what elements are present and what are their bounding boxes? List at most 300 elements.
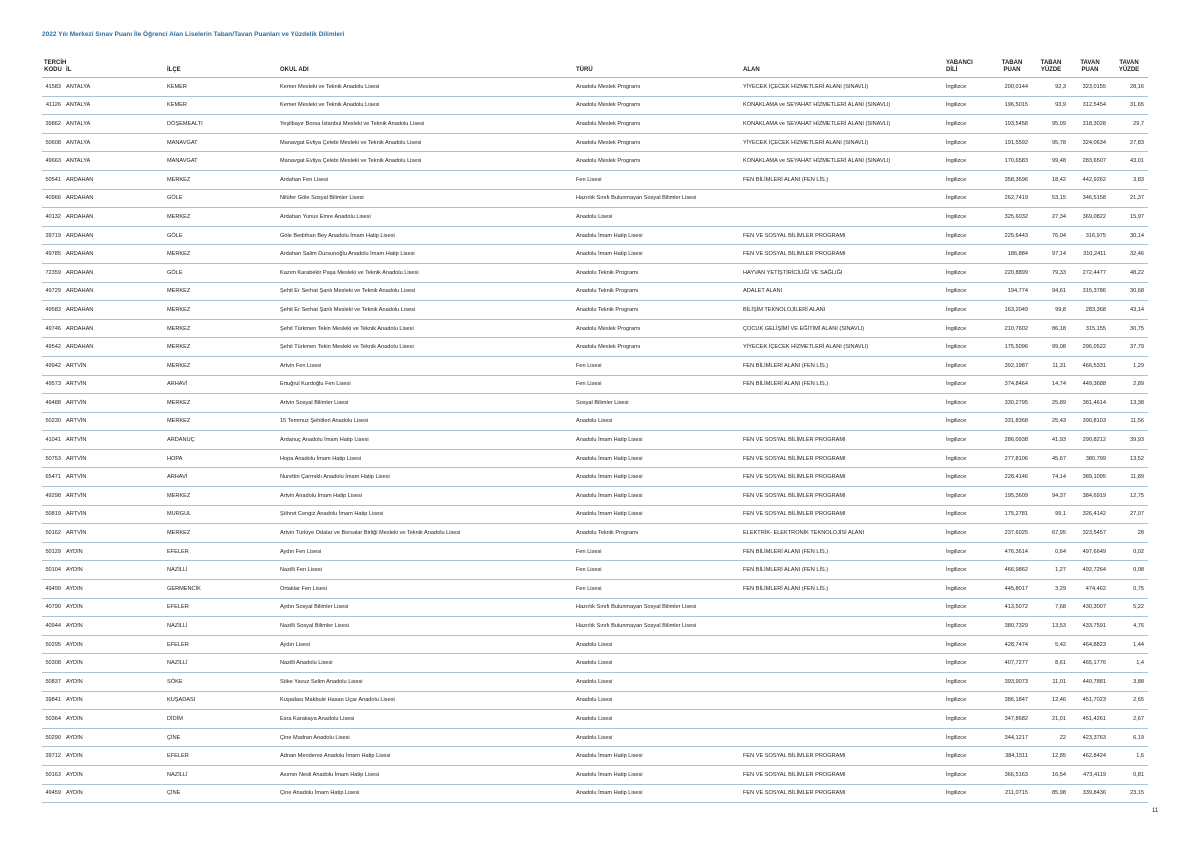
cell-tavan-puan: 272,4477 xyxy=(1070,263,1110,282)
cell-ilce: NAZİLLİ xyxy=(165,654,278,673)
cell-ilce: MERKEZ xyxy=(165,319,278,338)
cell-tercih-kodu: 49542 xyxy=(42,338,64,357)
cell-yabanci-dili: İngilizce xyxy=(944,468,992,487)
cell-tavan-puan: 473,4119 xyxy=(1070,765,1110,784)
cell-yabanci-dili: İngilizce xyxy=(944,784,992,803)
cell-okul-adi: Şehit Türkmen Tekin Mesleki ve Teknik Anadolu Lisesi xyxy=(278,338,574,357)
cell-alan: FEN VE SOSYAL BİLİMLER PROGRAMI xyxy=(741,487,944,506)
cell-yabanci-dili: İngilizce xyxy=(944,617,992,636)
cell-alan: FEN VE SOSYAL BİLİMLER PROGRAMI xyxy=(741,505,944,524)
cell-turu: Hazırlık Sınıfı Bulunmayan Sosyal Bilimler Lisesi xyxy=(574,598,741,617)
cell-turu: Anadolu İmam Hatip Lisesi xyxy=(574,431,741,450)
cell-il: ANTALYA xyxy=(64,78,165,97)
cell-okul-adi: Nilüfer Göle Sosyal Bilimler Lisesi xyxy=(278,189,574,208)
cell-tavan-yuzde: 15,97 xyxy=(1110,208,1148,227)
cell-ilce: ÇİNE xyxy=(165,728,278,747)
cell-taban-yuzde: 67,95 xyxy=(1032,524,1070,543)
cell-taban-puan: 374,8464 xyxy=(992,375,1032,394)
table-row xyxy=(42,673,1148,692)
cell-tercih-kodu: 50163 xyxy=(42,765,64,784)
cell-tavan-puan: 440,7881 xyxy=(1070,673,1110,692)
cell-tercih-kodu: 50753 xyxy=(42,449,64,468)
cell-tercih-kodu: 50295 xyxy=(42,635,64,654)
cell-turu: Anadolu Meslek Programı xyxy=(574,152,741,171)
cell-alan xyxy=(741,412,944,431)
cell-turu: Fen Lisesi xyxy=(574,580,741,599)
cell-okul-adi: Şehit Türkmen Tekin Mesleki ve Teknik Anadolu Lisesi xyxy=(278,319,574,338)
cell-ilce: MERKEZ xyxy=(165,282,278,301)
table-row xyxy=(42,542,1148,561)
cell-il: AYDIN xyxy=(64,784,165,803)
cell-ilce: EFELER xyxy=(165,635,278,654)
cell-taban-puan: 170,6583 xyxy=(992,152,1032,171)
cell-taban-yuzde: 25,89 xyxy=(1032,394,1070,413)
table-row xyxy=(42,654,1148,673)
cell-tavan-puan: 369,0822 xyxy=(1070,208,1110,227)
cell-tercih-kodu: 49573 xyxy=(42,375,64,394)
table-row xyxy=(42,226,1148,245)
cell-okul-adi: Şehit Er Serhat Şanlı Mesleki ve Teknik Anadolu Lisesi xyxy=(278,282,574,301)
cell-tavan-puan: 323,0155 xyxy=(1070,78,1110,97)
cell-taban-puan: 392,1987 xyxy=(992,356,1032,375)
table-row xyxy=(42,78,1148,97)
cell-il: AYDIN xyxy=(64,691,165,710)
cell-tavan-yuzde: 2,65 xyxy=(1110,691,1148,710)
page-title: 2022 Yılı Merkezi Sınav Puanı İle Öğrenci Alan Liselerin Taban/Tavan Puanları ve Yüzdelik Dilimleri xyxy=(42,31,345,38)
cell-okul-adi: Asımın Nesli Anadolu İmam Hatip Lisesi xyxy=(278,765,574,784)
cell-okul-adi: Ertuğrul Kurdoğlu Fen Lisesi xyxy=(278,375,574,394)
cell-tavan-yuzde: 30,75 xyxy=(1110,319,1148,338)
cell-yabanci-dili: İngilizce xyxy=(944,245,992,264)
cell-tavan-puan: 464,8823 xyxy=(1070,635,1110,654)
cell-yabanci-dili: İngilizce xyxy=(944,152,992,171)
cell-taban-puan: 331,8368 xyxy=(992,412,1032,431)
cell-turu: Anadolu Teknik Programı xyxy=(574,524,741,543)
cell-tercih-kodu: 49663 xyxy=(42,152,64,171)
cell-ilce: EFELER xyxy=(165,747,278,766)
cell-taban-yuzde: 12,46 xyxy=(1032,691,1070,710)
cell-tavan-puan: 339,8436 xyxy=(1070,784,1110,803)
table-row xyxy=(42,449,1148,468)
cell-tavan-puan: 326,4142 xyxy=(1070,505,1110,524)
cell-taban-yuzde: 92,3 xyxy=(1032,78,1070,97)
cell-il: AYDIN xyxy=(64,747,165,766)
header-turu: TÜRÜ xyxy=(574,52,741,78)
cell-tavan-yuzde: 2,89 xyxy=(1110,375,1148,394)
cell-turu: Anadolu Lisesi xyxy=(574,728,741,747)
cell-il: ARDAHAN xyxy=(64,301,165,320)
cell-tercih-kodu: 49488 xyxy=(42,394,64,413)
table-row xyxy=(42,598,1148,617)
cell-ilce: MANAVGAT xyxy=(165,133,278,152)
cell-ilce: DÖŞEMEALTI xyxy=(165,115,278,134)
cell-tavan-yuzde: 39,93 xyxy=(1110,431,1148,450)
cell-ilce: KEMER xyxy=(165,96,278,115)
cell-taban-yuzde: 99,8 xyxy=(1032,301,1070,320)
cell-taban-puan: 195,3609 xyxy=(992,487,1032,506)
cell-taban-puan: 194,774 xyxy=(992,282,1032,301)
cell-ilce: DİDİM xyxy=(165,710,278,729)
cell-tercih-kodu: 49583 xyxy=(42,301,64,320)
cell-alan: FEN BİLİMLERİ ALANI (FEN LİS.) xyxy=(741,170,944,189)
cell-taban-puan: 220,8899 xyxy=(992,263,1032,282)
cell-ilce: MERKEZ xyxy=(165,394,278,413)
cell-okul-adi: Manavgat Evliya Çelebi Mesleki ve Teknik Anadolu Lisesi xyxy=(278,152,574,171)
cell-yabanci-dili: İngilizce xyxy=(944,765,992,784)
cell-yabanci-dili: İngilizce xyxy=(944,133,992,152)
cell-yabanci-dili: İngilizce xyxy=(944,394,992,413)
cell-taban-puan: 200,0144 xyxy=(992,78,1032,97)
cell-taban-yuzde: 25,43 xyxy=(1032,412,1070,431)
cell-taban-yuzde: 3,29 xyxy=(1032,580,1070,599)
table-row xyxy=(42,96,1148,115)
cell-alan: FEN VE SOSYAL BİLİMLER PROGRAMI xyxy=(741,468,944,487)
cell-alan: YİYECEK İÇECEK HİZMETLERİ ALANI (SINAVLI) xyxy=(741,78,944,97)
cell-taban-yuzde: 74,14 xyxy=(1032,468,1070,487)
cell-alan: FEN VE SOSYAL BİLİMLER PROGRAMI xyxy=(741,784,944,803)
cell-tavan-yuzde: 2,67 xyxy=(1110,710,1148,729)
cell-yabanci-dili: İngilizce xyxy=(944,449,992,468)
table-row xyxy=(42,524,1148,543)
cell-ilce: SÖKE xyxy=(165,673,278,692)
cell-tercih-kodu: 72359 xyxy=(42,263,64,282)
cell-tercih-kodu: 50162 xyxy=(42,524,64,543)
cell-turu: Anadolu Teknik Programı xyxy=(574,282,741,301)
cell-okul-adi: Artvin Anadolu İmam Hatip Lisesi xyxy=(278,487,574,506)
cell-tavan-yuzde: 1,44 xyxy=(1110,635,1148,654)
cell-tercih-kodu: 65471 xyxy=(42,468,64,487)
cell-il: ARDAHAN xyxy=(64,338,165,357)
cell-tercih-kodu: 49298 xyxy=(42,487,64,506)
cell-tavan-yuzde: 11,56 xyxy=(1110,412,1148,431)
table-row xyxy=(42,412,1148,431)
cell-il: ANTALYA xyxy=(64,152,165,171)
cell-alan xyxy=(741,691,944,710)
cell-tavan-yuzde: 27,07 xyxy=(1110,505,1148,524)
cell-tavan-yuzde: 30,68 xyxy=(1110,282,1148,301)
cell-turu: Anadolu İmam Hatip Lisesi xyxy=(574,505,741,524)
cell-turu: Sosyal Bilimler Lisesi xyxy=(574,394,741,413)
cell-taban-yuzde: 11,31 xyxy=(1032,356,1070,375)
table-row xyxy=(42,319,1148,338)
table-row xyxy=(42,170,1148,189)
cell-alan: FEN BİLİMLERİ ALANI (FEN LİS.) xyxy=(741,561,944,580)
cell-okul-adi: Ardahan Salim Dursunoğlu Anadolu İmam Hatip Lisesi xyxy=(278,245,574,264)
cell-yabanci-dili: İngilizce xyxy=(944,487,992,506)
cell-ilce: NAZİLLİ xyxy=(165,765,278,784)
table-row xyxy=(42,394,1148,413)
cell-okul-adi: Şehit Er Serhat Şanlı Mesleki ve Teknik Anadolu Lisesi xyxy=(278,301,574,320)
cell-taban-puan: 228,4146 xyxy=(992,468,1032,487)
cell-tavan-puan: 290,8212 xyxy=(1070,431,1110,450)
cell-ilce: MERKEZ xyxy=(165,208,278,227)
cell-alan xyxy=(741,189,944,208)
cell-taban-yuzde: 21,01 xyxy=(1032,710,1070,729)
cell-turu: Anadolu Meslek Programı xyxy=(574,115,741,134)
cell-tavan-puan: 296,0522 xyxy=(1070,338,1110,357)
cell-alan: ÇOCUK GELİŞİMİ VE EĞİTİMİ ALANI (SINAVLI) xyxy=(741,319,944,338)
cell-turu: Anadolu İmam Hatip Lisesi xyxy=(574,226,741,245)
cell-alan: FEN BİLİMLERİ ALANI (FEN LİS.) xyxy=(741,542,944,561)
cell-taban-puan: 380,7329 xyxy=(992,617,1032,636)
cell-okul-adi: Yeşilbayır Borsa İstanbul Mesleki ve Teknik Anadolu Lisesi xyxy=(278,115,574,134)
cell-tercih-kodu: 50290 xyxy=(42,728,64,747)
cell-taban-yuzde: 95,78 xyxy=(1032,133,1070,152)
table-row xyxy=(42,375,1148,394)
cell-tavan-yuzde: 3,83 xyxy=(1110,170,1148,189)
table-row xyxy=(42,635,1148,654)
cell-tavan-yuzde: 29,7 xyxy=(1110,115,1148,134)
cell-taban-yuzde: 0,64 xyxy=(1032,542,1070,561)
cell-okul-adi: Manavgat Evliya Çelebi Mesleki ve Teknik Anadolu Lisesi xyxy=(278,133,574,152)
cell-yabanci-dili: İngilizce xyxy=(944,189,992,208)
cell-tavan-puan: 323,5457 xyxy=(1070,524,1110,543)
cell-il: AYDIN xyxy=(64,598,165,617)
cell-taban-puan: 286,0938 xyxy=(992,431,1032,450)
cell-yabanci-dili: İngilizce xyxy=(944,412,992,431)
cell-taban-yuzde: 8,61 xyxy=(1032,654,1070,673)
cell-taban-puan: 407,7277 xyxy=(992,654,1032,673)
cell-alan xyxy=(741,710,944,729)
cell-tavan-yuzde: 0,75 xyxy=(1110,580,1148,599)
cell-alan: FEN BİLİMLERİ ALANI (FEN LİS.) xyxy=(741,580,944,599)
cell-alan: ADALET ALANI xyxy=(741,282,944,301)
cell-tavan-yuzde: 43,01 xyxy=(1110,152,1148,171)
cell-yabanci-dili: İngilizce xyxy=(944,226,992,245)
header-taban-puan: TABAN PUAN xyxy=(992,52,1032,78)
cell-il: AYDIN xyxy=(64,617,165,636)
cell-taban-yuzde: 45,67 xyxy=(1032,449,1070,468)
cell-taban-yuzde: 99,08 xyxy=(1032,338,1070,357)
cell-tavan-yuzde: 11,89 xyxy=(1110,468,1148,487)
cell-tavan-puan: 310,2411 xyxy=(1070,245,1110,264)
cell-ilce: ARDANUÇ xyxy=(165,431,278,450)
cell-tavan-yuzde: 1,6 xyxy=(1110,747,1148,766)
cell-taban-puan: 237,6025 xyxy=(992,524,1032,543)
cell-taban-yuzde: 27,34 xyxy=(1032,208,1070,227)
cell-taban-yuzde: 12,85 xyxy=(1032,747,1070,766)
cell-turu: Anadolu Teknik Programı xyxy=(574,301,741,320)
cell-taban-puan: 175,5096 xyxy=(992,338,1032,357)
cell-alan: KONAKLAMA ve SEYAHAT HİZMETLERİ ALANI (SINAVLI) xyxy=(741,152,944,171)
cell-tavan-yuzde: 37,79 xyxy=(1110,338,1148,357)
cell-taban-yuzde: 76,04 xyxy=(1032,226,1070,245)
cell-taban-yuzde: 5,42 xyxy=(1032,635,1070,654)
table-row xyxy=(42,282,1148,301)
cell-tavan-yuzde: 13,38 xyxy=(1110,394,1148,413)
cell-alan: FEN VE SOSYAL BİLİMLER PROGRAMI xyxy=(741,226,944,245)
cell-taban-yuzde: 97,14 xyxy=(1032,245,1070,264)
header-okul-adi: OKUL ADI xyxy=(278,52,574,78)
cell-alan xyxy=(741,635,944,654)
cell-turu: Anadolu İmam Hatip Lisesi xyxy=(574,747,741,766)
cell-tavan-puan: 283,368 xyxy=(1070,301,1110,320)
cell-il: AYDIN xyxy=(64,542,165,561)
cell-taban-yuzde: 99,48 xyxy=(1032,152,1070,171)
cell-tercih-kodu: 50819 xyxy=(42,505,64,524)
cell-il: ARDAHAN xyxy=(64,319,165,338)
header-tavan-puan: TAVAN PUAN xyxy=(1070,52,1110,78)
table-row xyxy=(42,784,1148,803)
cell-ilce: HOPA xyxy=(165,449,278,468)
cell-turu: Anadolu Meslek Programı xyxy=(574,338,741,357)
cell-taban-yuzde: 94,61 xyxy=(1032,282,1070,301)
cell-okul-adi: Aydın Fen Lisesi xyxy=(278,542,574,561)
cell-il: ARTVİN xyxy=(64,468,165,487)
cell-il: ARTVİN xyxy=(64,412,165,431)
cell-tercih-kodu: 39719 xyxy=(42,226,64,245)
cell-tercih-kodu: 39862 xyxy=(42,115,64,134)
cell-il: ARTVİN xyxy=(64,356,165,375)
cell-turu: Anadolu Lisesi xyxy=(574,691,741,710)
cell-tavan-yuzde: 28,16 xyxy=(1110,78,1148,97)
cell-taban-puan: 358,3696 xyxy=(992,170,1032,189)
cell-alan: FEN BİLİMLERİ ALANI (FEN LİS.) xyxy=(741,375,944,394)
cell-tavan-puan: 492,7264 xyxy=(1070,561,1110,580)
cell-yabanci-dili: İngilizce xyxy=(944,654,992,673)
cell-okul-adi: Artvin Sosyal Bilimler Lisesi xyxy=(278,394,574,413)
cell-yabanci-dili: İngilizce xyxy=(944,598,992,617)
cell-il: AYDIN xyxy=(64,710,165,729)
cell-il: ARDAHAN xyxy=(64,208,165,227)
cell-taban-puan: 191,5592 xyxy=(992,133,1032,152)
cell-okul-adi: Nazilli Sosyal Bilimler Lisesi xyxy=(278,617,574,636)
cell-alan xyxy=(741,208,944,227)
cell-tercih-kodu: 50837 xyxy=(42,673,64,692)
cell-taban-puan: 193,5458 xyxy=(992,115,1032,134)
cell-ilce: MERKEZ xyxy=(165,245,278,264)
cell-yabanci-dili: İngilizce xyxy=(944,301,992,320)
cell-turu: Anadolu Meslek Programı xyxy=(574,133,741,152)
table-row xyxy=(42,356,1148,375)
cell-tercih-kodu: 49746 xyxy=(42,319,64,338)
cell-alan: FEN VE SOSYAL BİLİMLER PROGRAMI xyxy=(741,765,944,784)
cell-turu: Anadolu Lisesi xyxy=(574,654,741,673)
cell-taban-yuzde: 7,68 xyxy=(1032,598,1070,617)
cell-turu: Anadolu İmam Hatip Lisesi xyxy=(574,449,741,468)
cell-tavan-yuzde: 6,19 xyxy=(1110,728,1148,747)
cell-turu: Anadolu İmam Hatip Lisesi xyxy=(574,487,741,506)
cell-il: AYDIN xyxy=(64,765,165,784)
cell-yabanci-dili: İngilizce xyxy=(944,282,992,301)
cell-tavan-puan: 451,7023 xyxy=(1070,691,1110,710)
cell-taban-puan: 210,7602 xyxy=(992,319,1032,338)
header-ilce: İLÇE xyxy=(165,52,278,78)
cell-turu: Anadolu Lisesi xyxy=(574,673,741,692)
cell-ilce: MERKEZ xyxy=(165,524,278,543)
cell-yabanci-dili: İngilizce xyxy=(944,208,992,227)
cell-tavan-yuzde: 21,37 xyxy=(1110,189,1148,208)
cell-alan: FEN VE SOSYAL BİLİMLER PROGRAMI xyxy=(741,747,944,766)
cell-tavan-yuzde: 4,76 xyxy=(1110,617,1148,636)
cell-okul-adi: Kuşadası Makbule Hasan Uçar Anadolu Lisesi xyxy=(278,691,574,710)
cell-turu: Anadolu İmam Hatip Lisesi xyxy=(574,468,741,487)
cell-taban-puan: 344,1217 xyxy=(992,728,1032,747)
cell-yabanci-dili: İngilizce xyxy=(944,375,992,394)
cell-ilce: GÖLE xyxy=(165,189,278,208)
cell-taban-puan: 225,6443 xyxy=(992,226,1032,245)
cell-ilce: MERKEZ xyxy=(165,170,278,189)
cell-taban-puan: 466,9862 xyxy=(992,561,1032,580)
cell-alan: KONAKLAMA ve SEYAHAT HİZMETLERİ ALANI (SINAVLI) xyxy=(741,96,944,115)
cell-tavan-yuzde: 0,02 xyxy=(1110,542,1148,561)
cell-tercih-kodu: 50308 xyxy=(42,654,64,673)
table-row xyxy=(42,133,1148,152)
cell-yabanci-dili: İngilizce xyxy=(944,319,992,338)
cell-il: ANTALYA xyxy=(64,133,165,152)
cell-taban-yuzde: 99,1 xyxy=(1032,505,1070,524)
cell-tercih-kodu: 50364 xyxy=(42,710,64,729)
cell-il: AYDIN xyxy=(64,561,165,580)
header-il: İL xyxy=(64,52,165,78)
cell-tercih-kodu: 40966 xyxy=(42,189,64,208)
cell-yabanci-dili: İngilizce xyxy=(944,691,992,710)
cell-il: ARDAHAN xyxy=(64,189,165,208)
cell-okul-adi: Söke Yavuz Selim Anadolu Lisesi xyxy=(278,673,574,692)
table-row xyxy=(42,208,1148,227)
cell-tercih-kodu: 40944 xyxy=(42,617,64,636)
cell-tercih-kodu: 49459 xyxy=(42,784,64,803)
cell-il: AYDIN xyxy=(64,654,165,673)
header-tavan-yuzde: TAVAN YÜZDE xyxy=(1110,52,1148,78)
cell-turu: Fen Lisesi xyxy=(574,170,741,189)
cell-alan: YİYECEK İÇECEK HİZMETLERİ ALANI (SINAVLI) xyxy=(741,133,944,152)
cell-okul-adi: Ardahan Fen Lisesi xyxy=(278,170,574,189)
cell-tavan-puan: 449,3688 xyxy=(1070,375,1110,394)
table-row xyxy=(42,691,1148,710)
cell-tercih-kodu: 41126 xyxy=(42,96,64,115)
header-taban-yuzde: TABAN YÜZDE xyxy=(1032,52,1070,78)
cell-tavan-puan: 430,3007 xyxy=(1070,598,1110,617)
cell-taban-puan: 186,884 xyxy=(992,245,1032,264)
cell-taban-puan: 175,2781 xyxy=(992,505,1032,524)
cell-turu: Fen Lisesi xyxy=(574,542,741,561)
cell-turu: Anadolu Meslek Programı xyxy=(574,96,741,115)
cell-taban-yuzde: 16,54 xyxy=(1032,765,1070,784)
cell-turu: Anadolu İmam Hatip Lisesi xyxy=(574,784,741,803)
cell-tavan-puan: 324,0634 xyxy=(1070,133,1110,152)
cell-yabanci-dili: İngilizce xyxy=(944,673,992,692)
cell-tavan-yuzde: 3,88 xyxy=(1110,673,1148,692)
cell-tavan-yuzde: 5,22 xyxy=(1110,598,1148,617)
cell-ilce: KUŞADASI xyxy=(165,691,278,710)
cell-taban-puan: 347,8682 xyxy=(992,710,1032,729)
cell-okul-adi: Kemer Mesleki ve Teknik Anadolu Lisesi xyxy=(278,96,574,115)
cell-okul-adi: Ardanuç Anadolu İmam Hatip Lisesi xyxy=(278,431,574,450)
cell-il: ARDAHAN xyxy=(64,226,165,245)
cell-ilce: ARHAVİ xyxy=(165,375,278,394)
cell-taban-yuzde: 85,98 xyxy=(1032,784,1070,803)
cell-tercih-kodu: 41041 xyxy=(42,431,64,450)
cell-il: AYDIN xyxy=(64,673,165,692)
table-row xyxy=(42,189,1148,208)
cell-taban-yuzde: 79,33 xyxy=(1032,263,1070,282)
cell-il: ARTVİN xyxy=(64,449,165,468)
table-row xyxy=(42,561,1148,580)
table-row xyxy=(42,152,1148,171)
cell-tavan-puan: 380,799 xyxy=(1070,449,1110,468)
cell-yabanci-dili: İngilizce xyxy=(944,524,992,543)
cell-okul-adi: Göle Bedirhan Bey Anadolu İmam Hatip Lisesi xyxy=(278,226,574,245)
cell-okul-adi: Nazilli Anadolu Lisesi xyxy=(278,654,574,673)
cell-ilce: GÖLE xyxy=(165,263,278,282)
cell-taban-yuzde: 13,53 xyxy=(1032,617,1070,636)
cell-tavan-puan: 462,8424 xyxy=(1070,747,1110,766)
cell-alan: FEN VE SOSYAL BİLİMLER PROGRAMI xyxy=(741,245,944,264)
cell-ilce: MANAVGAT xyxy=(165,152,278,171)
cell-tavan-yuzde: 43,14 xyxy=(1110,301,1148,320)
cell-alan xyxy=(741,394,944,413)
